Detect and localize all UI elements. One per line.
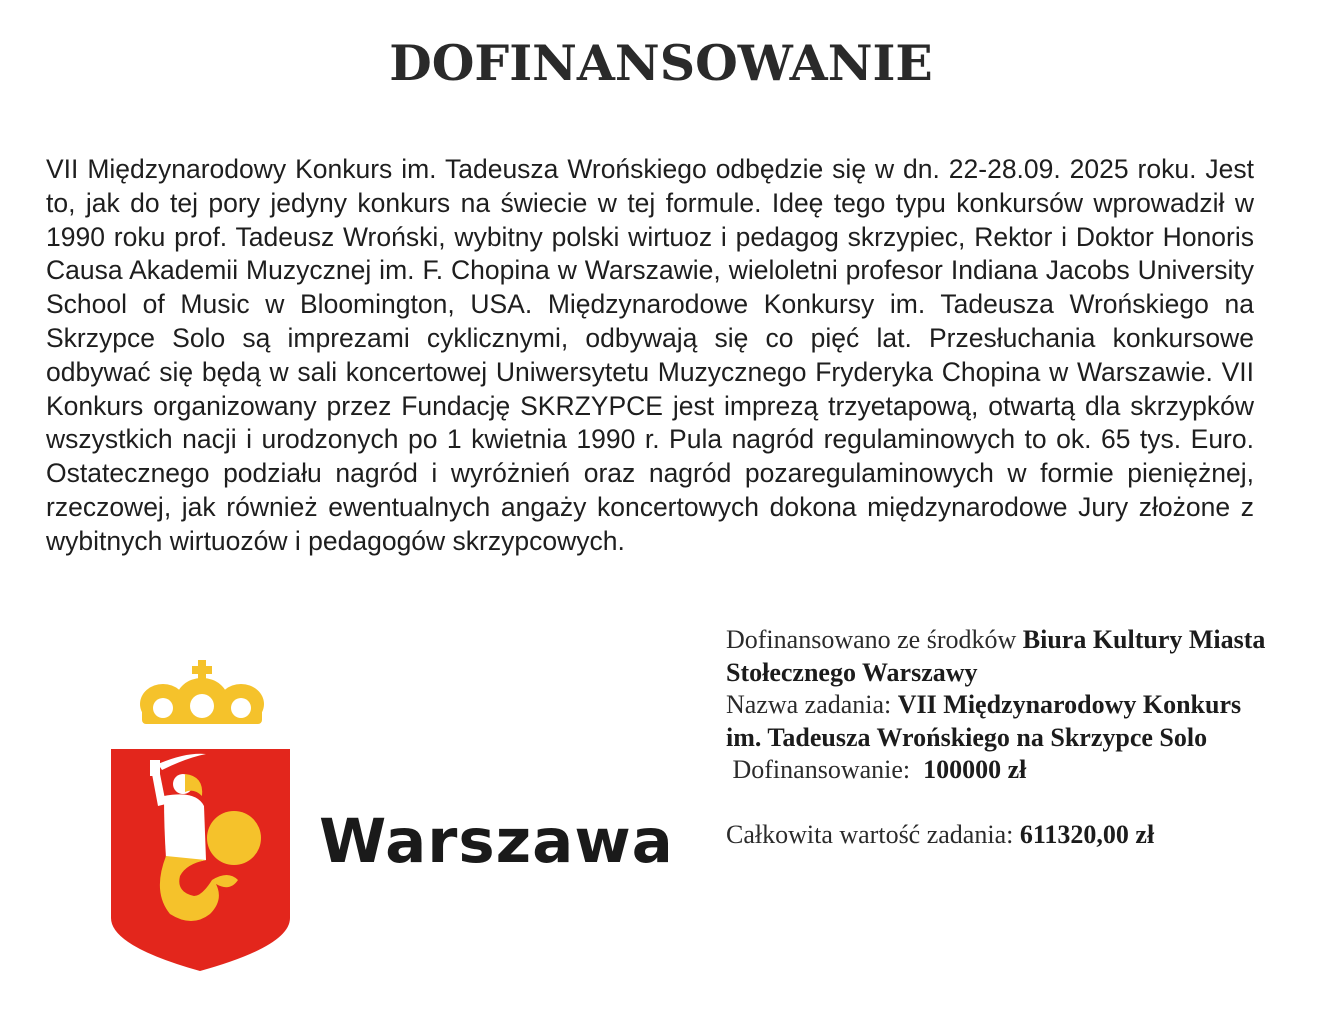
funding-source-prefix: Dofinansowano ze środków <box>726 625 1023 654</box>
description-paragraph: VII Międzynarodowy Konkurs im. Tadeusza Wrońskiego odbędzie się w dn. 22-28.09. 2025 roku. Jest to, jak do tej pory jedyny konkurs na świecie w tej formule. Ideę tego typu konkursów wprowadził w 1990 roku prof. Tadeusz Wroński, wybitny polski wirtuoz i pedagog skrzypiec, Rektor i Doktor Honoris Causa Akademii Muzycznej im. F. Chopina w Warszawie, wieloletni profesor Indiana Jacobs University School of Music w Bloomington, USA. Międzynarodowe Konkursy im. Tadeusza Wrońskiego na Skrzypce Solo są imprezami cyklicznymi, odbywają się co pięć lat. Przesłuchania konkursowe odbywać się będą w sali koncertowej Uniwersytetu Muzycznego Fryderyka Chopina w Warszawie. VII Konkurs organizowany przez Fundację SKRZYPCE jest imprezą trzyetapową, otwartą dla skrzypków wszystkich nacji i urodzonych po 1 kwietnia 1990 r. Pula nagród regulaminowych to ok. 65 tys. Euro. Ostatecznego podziału nagród i wyróżnień oraz nagród pozaregulaminowych w formie pieniężnej, rzeczowej, jak również ewentualnych angaży koncertowych dokona międzynarodowe Jury złożone z wybitnych wirtuozów i pedagogów skrzypcowych. <box>46 154 1254 556</box>
amount-label: Dofinansowanie: <box>726 755 924 784</box>
total-value: 611320,00 zł <box>1019 819 1155 849</box>
task-name: VII Międzynarodowy Konkurs im. Tadeusza Wrońskiego na Skrzypce Solo <box>726 690 1242 752</box>
funding-info <box>726 624 1266 851</box>
task-label: Nazwa zadania: <box>726 690 898 719</box>
total-line <box>726 819 1266 852</box>
total-label: Całkowita wartość zadania: <box>726 819 1020 849</box>
funding-source <box>726 624 1266 689</box>
logo-wordmark: Warszawa <box>319 806 674 877</box>
page-title: DOFINANSOWANIE <box>389 34 933 92</box>
amount-value: 100000 zł <box>923 755 1027 784</box>
task-line <box>726 689 1266 787</box>
warszawa-logo <box>106 656 674 976</box>
warsaw-coat-of-arms-mermaid-icon <box>106 656 306 976</box>
funding-source-name: Biura Kultury Miasta Stołecznego Warszawy <box>726 625 1266 687</box>
